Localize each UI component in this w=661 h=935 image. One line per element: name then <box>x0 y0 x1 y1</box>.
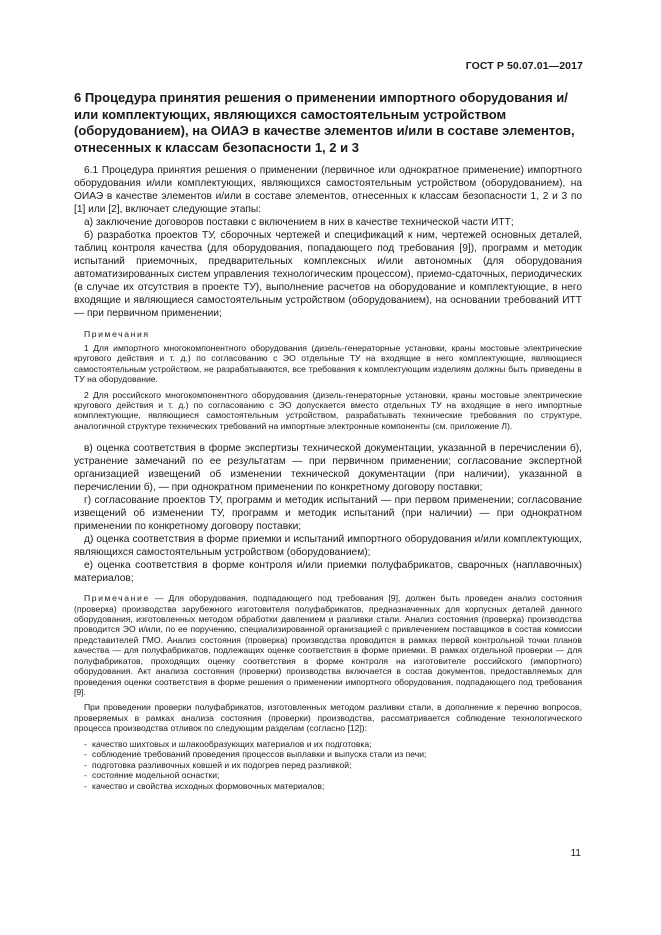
step-d: д) оценка соответствия в форме приемки и испытаний импортного оборудования и/или комплектующих, являющихся самостоятельным устройством (оборудованием); <box>74 534 582 559</box>
section-heading: 6 Процедура принятия решения о применении импортного оборудования и/или комплектующих, являющихся самостоятельным устройством (оборудованием), на ОИАЭ в качестве элементов и/или в составе элементов, отнесенных к классам безопасности 1, 2 и 3 <box>74 90 575 155</box>
page-number: 11 <box>570 848 581 859</box>
step-e: е) оценка соответствия в форме контроля и/или приемки полуфабрикатов, сварочных (наплавочных) материалов; <box>74 560 582 585</box>
page-body <box>74 90 582 791</box>
dash-list <box>74 739 582 792</box>
list-item: - качество и свойства исходных формовочных материалов; <box>74 781 582 792</box>
list-item: - подготовка разливочных ковшей и их подогрев перед разливкой; <box>74 760 582 771</box>
paragraph-6-1: 6.1 Процедура принятия решения о применении (первичное или однократное применение) импортного оборудования и/или комплектующих, являющихся самостоятельным устройством (оборудованием), на ОИАЭ в качестве элементов и/или в составе элементов, отнесенных к классам безопасности 1, 2 и 3 по [1] или [2], включает следующие этапы: <box>74 165 582 215</box>
step-v: в) оценка соответствия в форме экспертизы технической документации, указанной в перечислении б), устранение замечаний по ее результатам — при первичном применении; согласование экспертной организацией извещений об изменении технической документации (при наличии), указанной в перечислении б), — при однократном применении по конкретному договору поставки; <box>74 443 582 494</box>
step-b: б) разработка проектов ТУ, сборочных чертежей и спецификаций к ним, чертежей основных деталей, таблиц контроля качества (для оборудования, попадающего под требования [9]), программ и методик испытаний приемочных, предварительных комплексных и/или автономных (для оборудования автоматизированных систем управления технологическим процессом), приемо-сдаточных, периодических (в случае их отсутствия в проекте ТУ), выполнение расчетов на оборудование и комплектующие, в него входящие и являющиеся самостоятельным устройством (оборудованием), на основании требований ИТТ — при первичном применении; <box>74 230 582 319</box>
note-2: 2 Для российского многокомпонентного оборудования (дизель-генераторные установки, краны мостовые электрические кругового действия и т. д.) по согласованию с ЭО допускается вместо отдельных ТУ на входящие в него импортные комплектующие, являющиеся самостоятельным устройством, разрабатывать технические требования по структуре, аналогичной структуре технических требований на импортные электронные компоненты (см. приложение Л). <box>74 389 582 431</box>
list-item: - состояние модельной оснастки; <box>74 770 582 781</box>
list-item: - качество шихтовых и шлакообразующих материалов и их подготовка; <box>74 739 582 750</box>
step-g: г) согласование проектов ТУ, программ и методик испытаний — при первом применении; согласование извещений об изменении ТУ, программ и методик испытаний (при наличии) — при однократном применении по конкретному договору поставки; <box>74 495 582 533</box>
note-3-text: — Для оборудования, подпадающего под требования [9], должен быть проведен анализ состояния (проверка) производства зарубежного изготовителя полуфабрикатов, предназначенных для корпусных деталей данного оборудования, изготовленных методом обработки давлением и разливки стали. Анализ состояния (проверка) производства проводится ЭО и/или, по ее поручению, специализированной организацией с привлечением поставщиков в состав комиссии представителей ГМО. Анализ состояния (проверка) производства проводится в рамках первой контрольной точки планов качества — для полуфабрикатов, подлежащих оценке соответствия в форме приемки. В рамках отдельной проверки — для полуфабрикатов, проходящих оценку соответствия в форме контроля на изготовителе российского (импортного) оборудования. Акт анализа состояния (проверки) производства включается в состав документов, предоставляемых для проведения оценки соответствия в форме решения о применении импортного оборудования, подпадающего под требования [9]. <box>74 593 582 697</box>
document-code-header: ГОСТ Р 50.07.01—2017 <box>465 60 583 72</box>
list-item: - соблюдение требований проведения процессов выплавки и выпуска стали из печи; <box>74 749 582 760</box>
notes-title: Примечания <box>84 329 150 339</box>
note-1: 1 Для импортного многокомпонентного оборудования (дизель-генераторные установки, краны мостовые электрические кругового действия и т. д.) по согласованию с ЭО отдельные ТУ на входящие в него комплектующие, являющиеся самостоятельным устройством, не разрабатываются, все требования к комплектующим изделиям должны быть приведены в ТУ на оборудование. <box>74 343 582 385</box>
note-3 <box>74 593 582 791</box>
note-3-label: Примечание <box>84 593 150 604</box>
note-3-continuation: При проведении проверки полуфабрикатов, изготовленных методом разливки стали, в дополнение к перечню вопросов, проверяемых в рамках анализа состояния (проверки) производства, рассматривается соблюдение технологического процесса производства отливок по следующим разделам (согласно [12]): <box>74 702 582 734</box>
step-a: а) заключение договоров поставки с включением в них в качестве технической части ИТТ; <box>84 217 514 228</box>
